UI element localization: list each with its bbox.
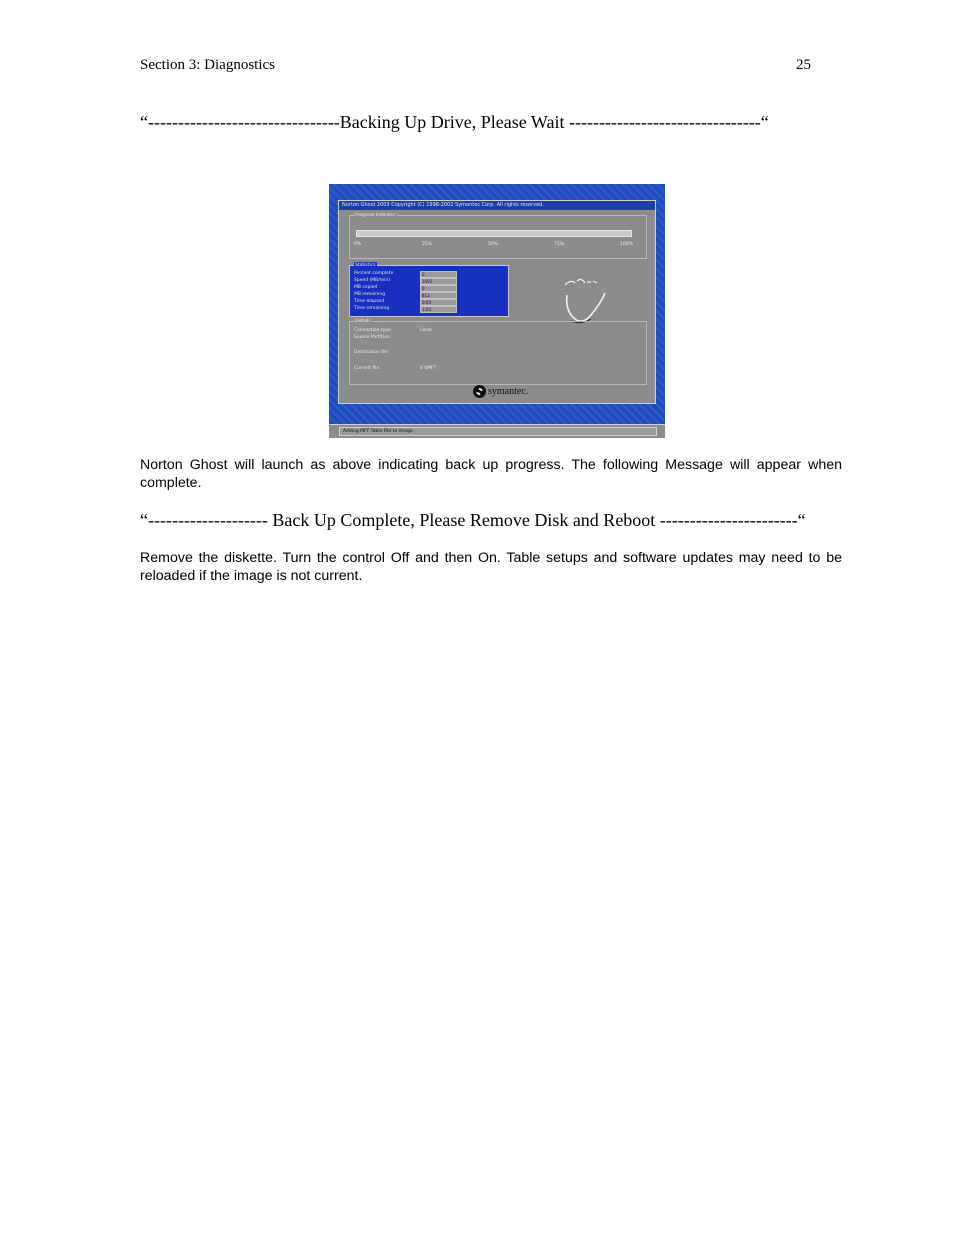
stat-row xyxy=(354,298,504,305)
progress-tick-0: 0% xyxy=(354,242,362,247)
symantec-logo-text: symantec. xyxy=(488,386,529,397)
status-bar xyxy=(329,424,665,438)
stat-row xyxy=(354,277,504,284)
page-number: 25 xyxy=(796,57,811,73)
progress-indicator-label: Progress Indicator xyxy=(355,213,396,218)
stat-label: Time remaining xyxy=(354,306,390,311)
stat-label: Time elapsed xyxy=(354,299,385,304)
detail-label: Destination file xyxy=(354,350,389,355)
stat-row xyxy=(354,305,504,312)
stat-value: 812 xyxy=(420,292,457,299)
progress-tick-75: 75% xyxy=(554,242,565,247)
progress-tick-25: 25% xyxy=(422,242,433,247)
detail-label: Current file xyxy=(354,366,380,371)
detail-value: 8 $MFT xyxy=(420,366,437,371)
norton-ghost-screenshot xyxy=(329,184,665,438)
details-label: Details xyxy=(355,319,371,324)
progress-indicator-group xyxy=(349,215,647,259)
detail-row xyxy=(354,334,634,341)
ghost-title-bar: Norton Ghost 2003 Copyright (C) 1998-2002 Symantec Corp. All rights reserved. xyxy=(339,201,655,210)
status-text: Adding MFT Table File to image xyxy=(339,427,657,436)
detail-label: Source Partition xyxy=(354,335,390,340)
detail-row xyxy=(354,341,634,348)
progress-tick-50: 50% xyxy=(488,242,499,247)
progress-bar xyxy=(356,230,632,237)
statistics-label: Statistics xyxy=(355,263,376,268)
progress-tick-100: 100% xyxy=(620,242,633,247)
detail-row xyxy=(354,327,634,334)
stat-value: 1692 xyxy=(420,278,457,285)
symantec-logo-icon xyxy=(473,385,486,398)
remove-paragraph: Remove the diskette. Turn the control Off and then On. Table setups and software updates may need to be reloaded if the image is not current. xyxy=(140,550,842,584)
section-header: Section 3: Diagnostics xyxy=(140,57,275,73)
stat-label: Speed (MB/min) xyxy=(354,278,391,283)
stat-label: MB remaining xyxy=(354,292,386,297)
stat-row xyxy=(354,270,504,277)
stat-value: 0:03 xyxy=(420,299,457,306)
detail-row xyxy=(354,349,634,356)
complete-message: “-------------------- Back Up Complete, Please Remove Disk and Reboot -----------------------“ xyxy=(140,510,806,530)
detail-row xyxy=(354,356,634,363)
launch-paragraph: Norton Ghost will launch as above indicating back up progress. The following Message will appear when complete. xyxy=(140,457,842,491)
detail-row xyxy=(354,365,634,372)
statistics-group xyxy=(349,265,509,317)
stat-label: Percent complete xyxy=(354,271,394,276)
detail-value: Local xyxy=(420,328,432,333)
backing-up-message: “--------------------------------Backing Up Drive, Please Wait --------------------------------“ xyxy=(140,112,769,132)
stat-value: 0 xyxy=(420,271,457,278)
stat-row xyxy=(354,284,504,291)
stat-row xyxy=(354,291,504,298)
stat-label: MB copied xyxy=(354,285,378,290)
details-group xyxy=(349,321,647,385)
detail-label: Connection type xyxy=(354,328,391,333)
ghost-icon xyxy=(561,271,611,327)
stat-value: 0 xyxy=(420,285,457,292)
stat-value: 1:03 xyxy=(420,306,457,313)
ghost-window xyxy=(338,200,656,404)
